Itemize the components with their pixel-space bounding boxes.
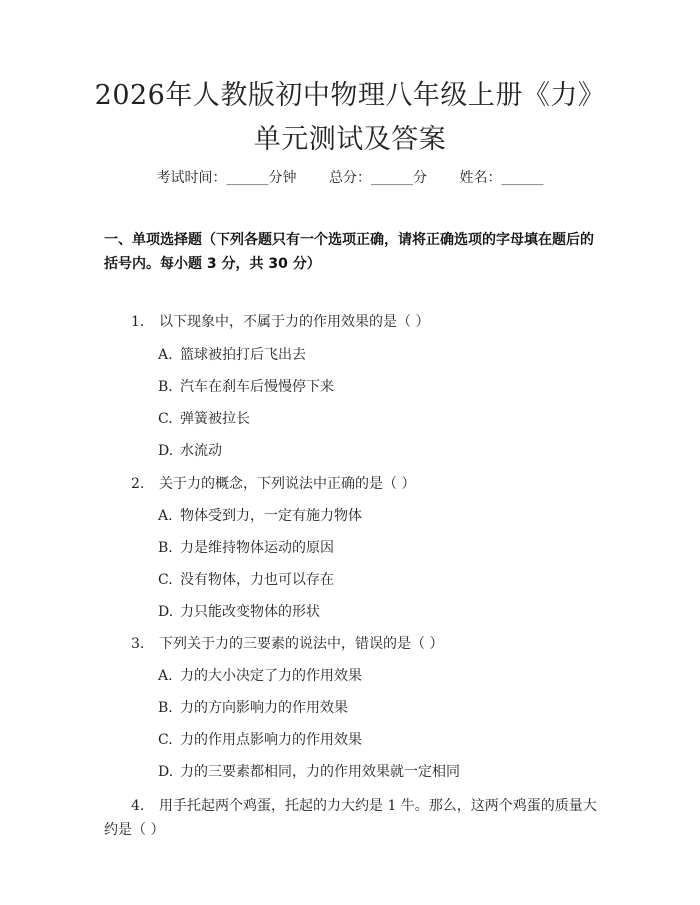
- option-letter: A.: [158, 347, 173, 363]
- document-title: 2026年人教版初中物理八年级上册《力》单元测试及答案: [94, 80, 606, 155]
- question-text: 下列关于力的三要素的说法中，错误的是（ ）: [159, 636, 444, 652]
- exam-info: [0, 168, 700, 188]
- option-letter: B.: [158, 700, 173, 716]
- option-text: 力的方向影响力的作用效果: [180, 700, 348, 716]
- question-3: [131, 634, 443, 654]
- question-number: 3.: [131, 636, 145, 652]
- question-2-option-b: [158, 538, 334, 558]
- option-text: 力的大小决定了力的作用效果: [180, 668, 362, 684]
- option-letter: B.: [158, 540, 173, 556]
- option-text: 篮球被拍打后飞出去: [180, 347, 306, 363]
- section-heading: 一、单项选择题（下列各题只有一个选项正确，请将正确选项的字母填在题后的括号内。每小题 3 分，共 30 分）: [104, 232, 594, 272]
- option-text: 力的作用点影响力的作用效果: [180, 732, 362, 748]
- total-score-field: 总分：______分: [329, 170, 427, 186]
- question-1-option-c: [158, 409, 250, 429]
- question-1: [131, 312, 429, 332]
- option-letter: C.: [158, 572, 173, 588]
- question-3-option-d: [158, 762, 460, 782]
- option-text: 没有物体，力也可以存在: [180, 572, 334, 588]
- option-letter: D.: [158, 764, 174, 780]
- question-4: [104, 794, 604, 842]
- option-text: 力的三要素都相同，力的作用效果就一定相同: [180, 764, 460, 780]
- question-number: 4.: [131, 798, 145, 814]
- question-2-option-a: [158, 506, 362, 526]
- option-text: 物体受到力，一定有施力物体: [180, 508, 362, 524]
- question-3-option-b: [158, 698, 348, 718]
- option-text: 汽车在刹车后慢慢停下来: [180, 379, 334, 395]
- question-3-option-a: [158, 666, 362, 686]
- question-text: 用手托起两个鸡蛋，托起的力大约是 1 牛。那么，这两个鸡蛋的质量大约是（ ）: [104, 798, 597, 838]
- student-name-field: 姓名：______: [459, 170, 544, 186]
- question-text: 关于力的概念，下列说法中正确的是（ ）: [159, 476, 416, 492]
- question-number: 2.: [131, 476, 145, 492]
- option-letter: D.: [158, 604, 174, 620]
- question-2: [131, 474, 415, 494]
- option-letter: C.: [158, 411, 173, 427]
- option-text: 力是维持物体运动的原因: [180, 540, 334, 556]
- option-letter: A.: [158, 508, 173, 524]
- option-letter: B.: [158, 379, 173, 395]
- question-1-option-d: [158, 441, 222, 461]
- question-1-option-b: [158, 377, 334, 397]
- question-3-option-c: [158, 730, 362, 750]
- option-letter: D.: [158, 443, 174, 459]
- option-text: 弹簧被拉长: [180, 411, 250, 427]
- question-number: 1.: [131, 314, 145, 330]
- question-text: 以下现象中，不属于力的作用效果的是（ ）: [159, 314, 430, 330]
- option-letter: C.: [158, 732, 173, 748]
- option-letter: A.: [158, 668, 173, 684]
- question-1-option-a: [158, 345, 306, 365]
- option-text: 水流动: [180, 443, 222, 459]
- question-2-option-d: [158, 602, 320, 622]
- exam-time-field: 考试时间：______分钟: [156, 170, 297, 186]
- option-text: 力只能改变物体的形状: [180, 604, 320, 620]
- question-2-option-c: [158, 570, 334, 590]
